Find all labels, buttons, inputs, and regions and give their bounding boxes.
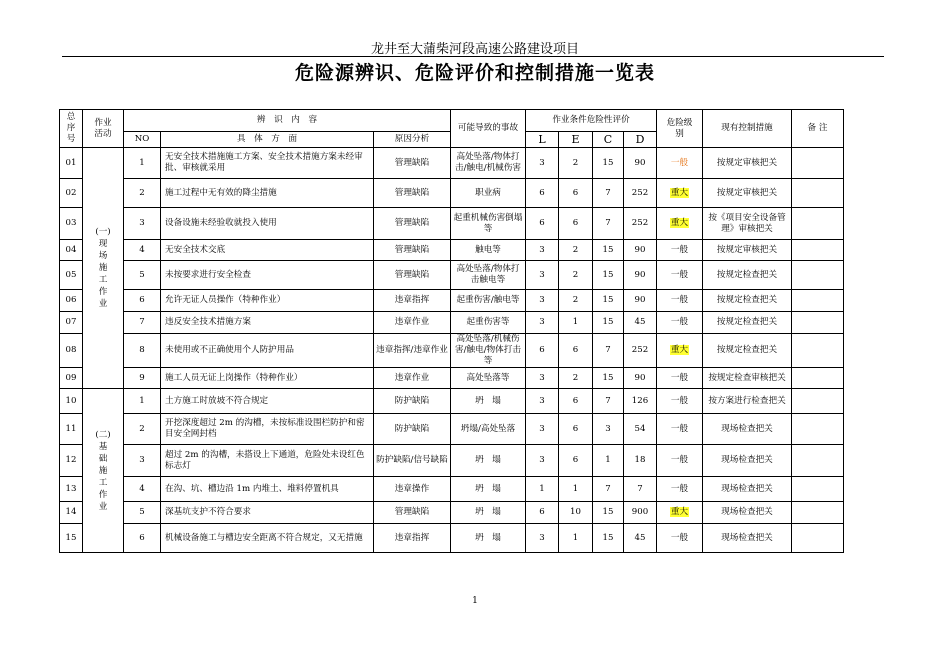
cell-remarks (792, 179, 844, 208)
cell-serial: 15 (60, 524, 83, 553)
cell-category (83, 389, 124, 553)
cell-control: 按规定审核把关 (703, 240, 792, 261)
level-badge: 重大 (670, 218, 689, 228)
cell-remarks (792, 208, 844, 240)
cell-control: 现场检查把关 (703, 445, 792, 477)
cell-remarks (792, 261, 844, 290)
cell-serial: 12 (60, 445, 83, 477)
cell-D: 18 (624, 445, 657, 477)
table-row (60, 414, 844, 445)
cell-no: 3 (124, 208, 161, 240)
level-badge: 一般 (670, 532, 689, 543)
cell-D: 252 (624, 179, 657, 208)
cell-D: 7 (624, 477, 657, 502)
cell-C: 15 (593, 368, 624, 389)
cell-no: 4 (124, 477, 161, 502)
cell-no: 2 (124, 414, 161, 445)
category-label: (二) 基 础 施 工 作 业 (95, 429, 111, 512)
cell-E: 6 (559, 208, 593, 240)
cell-category (83, 148, 124, 389)
level-badge: 重大 (670, 187, 689, 198)
cell-detail: 违反安全技术措施方案 (161, 312, 374, 334)
header-activity: 作业 活动 (83, 110, 124, 148)
table-row (60, 290, 844, 312)
cell-serial: 01 (60, 148, 83, 179)
level-badge: 一般 (670, 423, 689, 434)
cell-C: 7 (593, 334, 624, 368)
cell-level (657, 524, 703, 553)
cell-detail: 未使用或不正确使用个人防护用品 (161, 334, 374, 368)
cell-remarks (792, 334, 844, 368)
cell-E: 2 (559, 261, 593, 290)
cell-accident: 高处坠落等 (451, 368, 526, 389)
cell-D: 900 (624, 502, 657, 524)
hazard-table (59, 109, 844, 553)
cell-E: 1 (559, 312, 593, 334)
table-row (60, 261, 844, 290)
cell-L: 3 (526, 524, 559, 553)
cell-remarks (792, 240, 844, 261)
cell-L: 3 (526, 368, 559, 389)
cell-control: 按《项目安全设备管理》审核把关 (703, 208, 792, 240)
cell-L: 3 (526, 148, 559, 179)
cell-accident: 起重机械伤害倒塌等 (451, 208, 526, 240)
cell-D: 54 (624, 414, 657, 445)
cell-D: 252 (624, 208, 657, 240)
header-level: 危险级 别 (657, 110, 703, 148)
cell-detail: 深基坑支护不符合要求 (161, 502, 374, 524)
cell-C: 15 (593, 502, 624, 524)
cell-cause: 违章指挥 (374, 524, 451, 553)
cell-serial: 08 (60, 334, 83, 368)
header-serial: 总 序 号 (60, 110, 83, 148)
cell-C: 3 (593, 414, 624, 445)
cell-remarks (792, 414, 844, 445)
cell-remarks (792, 368, 844, 389)
table-row (60, 524, 844, 553)
cell-serial: 14 (60, 502, 83, 524)
cell-control: 按规定检查审核把关 (703, 368, 792, 389)
table-row (60, 334, 844, 368)
cell-accident: 高处坠落/物体打击/触电/机械伤害 (451, 148, 526, 179)
table-row (60, 240, 844, 261)
header-rule (62, 56, 884, 57)
cell-serial: 13 (60, 477, 83, 502)
cell-no: 3 (124, 445, 161, 477)
level-badge: 一般 (670, 395, 689, 406)
cell-no: 5 (124, 261, 161, 290)
header-evaluation: 作业条件危险性评价 (526, 110, 657, 132)
cell-remarks (792, 148, 844, 179)
table-row (60, 179, 844, 208)
cell-L: 6 (526, 179, 559, 208)
cell-remarks (792, 389, 844, 414)
cell-E: 2 (559, 368, 593, 389)
cell-E: 1 (559, 477, 593, 502)
cell-control: 按规定审核把关 (703, 148, 792, 179)
cell-D: 126 (624, 389, 657, 414)
cell-detail: 设备设施未经验收就投入使用 (161, 208, 374, 240)
level-badge: 重大 (670, 507, 689, 517)
cell-no: 6 (124, 524, 161, 553)
cell-L: 1 (526, 477, 559, 502)
cell-detail: 允许无证人员操作（特种作业） (161, 290, 374, 312)
header-identification: 辨 识 内 容 (124, 110, 451, 132)
cell-serial: 04 (60, 240, 83, 261)
header-L: L (526, 132, 559, 148)
document-title: 危险源辨识、危险评价和控制措施一览表 (294, 62, 655, 84)
cell-C: 1 (593, 445, 624, 477)
cell-control: 现场检查把关 (703, 477, 792, 502)
cell-detail: 无安全技术交底 (161, 240, 374, 261)
table-row (60, 445, 844, 477)
cell-serial: 06 (60, 290, 83, 312)
cell-L: 3 (526, 389, 559, 414)
cell-remarks (792, 477, 844, 502)
cell-level (657, 368, 703, 389)
cell-control: 按规定检查把关 (703, 290, 792, 312)
cell-E: 6 (559, 389, 593, 414)
cell-L: 3 (526, 261, 559, 290)
header-detail: 具 体 方 面 (161, 132, 374, 148)
cell-serial: 05 (60, 261, 83, 290)
cell-no: 9 (124, 368, 161, 389)
cell-E: 1 (559, 524, 593, 553)
cell-C: 7 (593, 208, 624, 240)
cell-D: 252 (624, 334, 657, 368)
cell-cause: 防护缺陷 (374, 414, 451, 445)
cell-accident: 起重伤害/触电等 (451, 290, 526, 312)
cell-cause: 违章操作 (374, 477, 451, 502)
table-row (60, 368, 844, 389)
cell-E: 6 (559, 414, 593, 445)
cell-accident: 坍 塌 (451, 502, 526, 524)
cell-accident: 起重伤害等 (451, 312, 526, 334)
cell-L: 3 (526, 414, 559, 445)
cell-level (657, 312, 703, 334)
cell-C: 15 (593, 240, 624, 261)
cell-C: 7 (593, 179, 624, 208)
cell-accident: 坍 塌 (451, 389, 526, 414)
cell-cause: 违章作业 (374, 312, 451, 334)
cell-E: 6 (559, 334, 593, 368)
page-number: 1 (472, 596, 478, 606)
header-control: 现有控制措施 (703, 110, 792, 148)
level-badge: 一般 (670, 157, 689, 168)
cell-accident: 高处坠落/机械伤害/触电/物体打击等 (451, 334, 526, 368)
cell-detail: 无安全技术措施施工方案、安全技术措施方案未经审批、审核就采用 (161, 148, 374, 179)
cell-detail: 未按要求进行安全检查 (161, 261, 374, 290)
table-row (60, 477, 844, 502)
cell-accident: 职业病 (451, 179, 526, 208)
level-badge: 一般 (670, 269, 689, 280)
cell-detail: 施工人员无证上岗操作（特种作业） (161, 368, 374, 389)
header-C: C (593, 132, 624, 148)
cell-level (657, 502, 703, 524)
cell-E: 6 (559, 179, 593, 208)
cell-cause: 管理缺陷 (374, 179, 451, 208)
cell-D: 90 (624, 261, 657, 290)
cell-control: 按规定检查把关 (703, 334, 792, 368)
level-badge: 重大 (670, 345, 689, 355)
project-name: 龙井至大蒲柴河段高速公路建设项目 (370, 42, 579, 57)
category-label: (一) 现 场 施 工 作 业 (95, 227, 111, 309)
cell-cause: 管理缺陷 (374, 208, 451, 240)
cell-accident: 高处坠落/物体打击触电等 (451, 261, 526, 290)
cell-L: 3 (526, 445, 559, 477)
cell-no: 5 (124, 502, 161, 524)
cell-serial: 07 (60, 312, 83, 334)
cell-level (657, 414, 703, 445)
table-row (60, 208, 844, 240)
cell-L: 3 (526, 290, 559, 312)
cell-no: 1 (124, 389, 161, 414)
cell-level (657, 261, 703, 290)
cell-D: 90 (624, 148, 657, 179)
cell-D: 45 (624, 524, 657, 553)
cell-D: 45 (624, 312, 657, 334)
header-no: NO (124, 132, 161, 148)
cell-level (657, 148, 703, 179)
cell-no: 8 (124, 334, 161, 368)
level-badge: 一般 (670, 317, 689, 327)
table-row (60, 502, 844, 524)
cell-control: 现场检查把关 (703, 524, 792, 553)
cell-control: 按规定审核把关 (703, 179, 792, 208)
cell-cause: 管理缺陷 (374, 240, 451, 261)
level-badge: 一般 (670, 244, 689, 255)
cell-L: 3 (526, 240, 559, 261)
cell-E: 10 (559, 502, 593, 524)
cell-serial: 02 (60, 179, 83, 208)
cell-level (657, 445, 703, 477)
cell-E: 2 (559, 240, 593, 261)
table-row (60, 148, 844, 179)
cell-level (657, 290, 703, 312)
cell-serial: 03 (60, 208, 83, 240)
cell-C: 15 (593, 261, 624, 290)
cell-cause: 管理缺陷 (374, 148, 451, 179)
cell-no: 4 (124, 240, 161, 261)
level-badge: 一般 (670, 455, 689, 465)
cell-cause: 违章作业 (374, 368, 451, 389)
cell-detail: 施工过程中无有效的降尘措施 (161, 179, 374, 208)
level-badge: 一般 (670, 372, 689, 383)
level-badge: 一般 (670, 295, 689, 305)
cell-remarks (792, 312, 844, 334)
cell-accident: 坍 塌 (451, 445, 526, 477)
cell-E: 6 (559, 445, 593, 477)
cell-D: 90 (624, 240, 657, 261)
cell-accident: 触电等 (451, 240, 526, 261)
cell-cause: 违章指挥 (374, 290, 451, 312)
cell-remarks (792, 524, 844, 553)
cell-no: 2 (124, 179, 161, 208)
header-E: E (559, 132, 593, 148)
cell-detail: 超过 2m 的沟槽，未搭设上下通道，危险处未设红色标志灯 (161, 445, 374, 477)
cell-control: 按规定检查把关 (703, 261, 792, 290)
cell-cause: 防护缺陷 (374, 389, 451, 414)
header-D: D (624, 132, 657, 148)
cell-level (657, 477, 703, 502)
cell-cause: 违章指挥/违章作业 (374, 334, 451, 368)
cell-serial: 10 (60, 389, 83, 414)
cell-L: 3 (526, 312, 559, 334)
cell-level (657, 208, 703, 240)
cell-C: 7 (593, 389, 624, 414)
cell-no: 6 (124, 290, 161, 312)
cell-L: 6 (526, 208, 559, 240)
cell-control: 现场检查把关 (703, 414, 792, 445)
cell-D: 90 (624, 368, 657, 389)
header-cause: 原因分析 (374, 132, 451, 148)
cell-D: 90 (624, 290, 657, 312)
cell-cause: 防护缺陷/信号缺陷 (374, 445, 451, 477)
cell-control: 按方案进行检查把关 (703, 389, 792, 414)
cell-C: 15 (593, 148, 624, 179)
cell-serial: 11 (60, 414, 83, 445)
cell-remarks (792, 445, 844, 477)
cell-detail: 开挖深度超过 2m 的沟槽，未按标准设围栏防护和密目安全网封档 (161, 414, 374, 445)
cell-level (657, 240, 703, 261)
cell-cause: 管理缺陷 (374, 261, 451, 290)
header-accident: 可能导致的事故 (451, 110, 526, 148)
cell-accident: 坍 塌 (451, 477, 526, 502)
level-badge: 一般 (670, 483, 689, 494)
cell-remarks (792, 290, 844, 312)
cell-no: 1 (124, 148, 161, 179)
cell-serial: 09 (60, 368, 83, 389)
cell-accident: 坍 塌 (451, 524, 526, 553)
cell-level (657, 389, 703, 414)
cell-detail: 在沟、坑、槽边沿 1m 内堆土、堆料停置机具 (161, 477, 374, 502)
cell-L: 6 (526, 334, 559, 368)
cell-accident: 坍塌/高处坠落 (451, 414, 526, 445)
cell-E: 2 (559, 290, 593, 312)
cell-no: 7 (124, 312, 161, 334)
cell-L: 6 (526, 502, 559, 524)
table-row (60, 389, 844, 414)
cell-control: 按规定检查把关 (703, 312, 792, 334)
table-row (60, 312, 844, 334)
cell-E: 2 (559, 148, 593, 179)
cell-level (657, 179, 703, 208)
cell-C: 15 (593, 524, 624, 553)
cell-cause: 管理缺陷 (374, 502, 451, 524)
cell-C: 15 (593, 290, 624, 312)
cell-detail: 机械设备施工与槽边安全距离不符合规定，又无措施 (161, 524, 374, 553)
cell-detail: 土方施工时放坡不符合规定 (161, 389, 374, 414)
cell-control: 现场检查把关 (703, 502, 792, 524)
cell-C: 7 (593, 477, 624, 502)
cell-remarks (792, 502, 844, 524)
cell-level (657, 334, 703, 368)
cell-C: 15 (593, 312, 624, 334)
header-remarks: 备 注 (792, 110, 844, 148)
